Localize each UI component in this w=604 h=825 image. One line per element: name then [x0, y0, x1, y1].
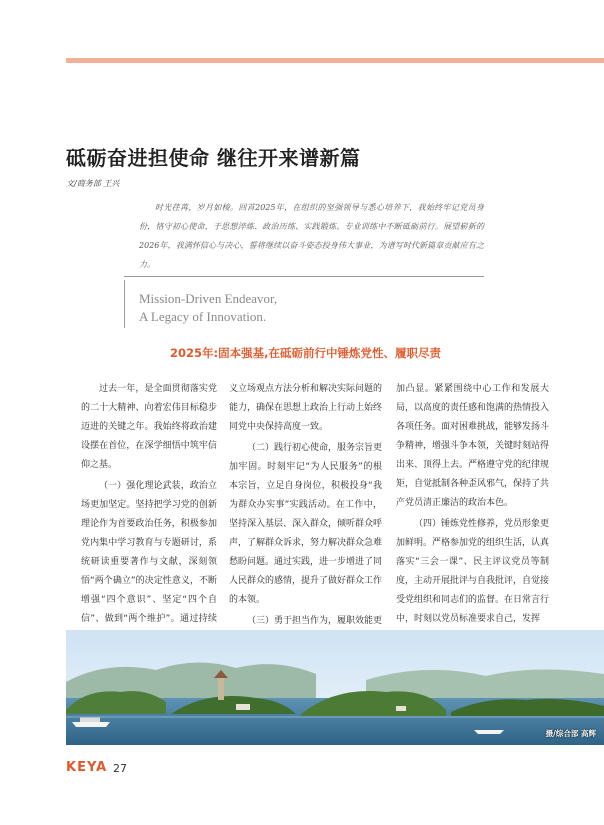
- magazine-logo: KEYA: [66, 760, 108, 775]
- article-intro: 时光荏苒，岁月如梭。回首2025年，在组织的坚强领导与悉心培养下，我始终牢记党员身份，恪守初心使命，于思想淬炼、政治历练、实践锻炼、专业训练中不断砥砺前行。展望崭新的2026年，我满怀信心与决心，誓将继续以奋斗姿态投身伟大事业，为谱写时代新篇章贡献应有之力。: [139, 203, 484, 269]
- english-title-line-2: A Legacy of Innovation.: [139, 309, 267, 324]
- top-accent-bar: [66, 58, 604, 63]
- text-column-3: [396, 380, 549, 629]
- english-title-block: [124, 280, 325, 328]
- paragraph: （四）锤炼党性修养，党员形象更加鲜明。严格参加党的组织生活，认真落实“三会一课”、民主评议党员等制度，主动开展批评与自我批评，自觉接受党组织和同志们的监督。在日常言行中，时刻以党员标准要求自己，发挥: [396, 519, 550, 624]
- lake-islands-photo: [66, 630, 604, 745]
- text-column-2: [229, 380, 382, 631]
- article-title: 砥砺奋进担使命 继往开来谱新篇: [66, 146, 361, 170]
- paragraph: 加凸显。紧紧围绕中心工作和发展大局，以高度的责任感和饱满的热情投入各项任务。面对困难挑战，能够发扬斗争精神，增强斗争本领，关键时刻站得出来、顶得上去。严格遵守党的纪律规矩，自觉抵制各种歪风邪气，保持了共产党员清正廉洁的政治本色。: [396, 384, 550, 508]
- paragraph: （三）勇于担当作为，履职效能更: [247, 616, 383, 626]
- paragraph: （一）强化理论武装，政治立场更加坚定。坚持把学习党的创新理论作为首要政治任务，积极参加党内集中学习教育与专题研讨，系统研读重要著作与文献，深刻领悟“两个确立”的决定性意义，不断增强“四个意识”、坚定“四个自信”、做到“两个维护”。通过持续: [81, 481, 217, 624]
- paragraph: 义立场观点方法分析和解决实际问题的能力，确保在思想上政治上行动上始终同党中央保持高度一致。: [229, 384, 383, 432]
- paragraph: 过去一年，是全面贯彻落实党的二十大精神、向着宏伟目标稳步迈进的关键之年。我始终将政治建设摆在首位，在深学细悟中筑牢信仰之基。: [81, 384, 217, 470]
- photo-credit: 摄/综合部 高辉: [545, 729, 596, 738]
- article-byline: 文/商务部 王兴: [66, 179, 120, 188]
- section-heading: 2025年:固本强基,在砥砺前行中锤炼党性、履职尽责: [170, 346, 441, 360]
- english-title-line-1: Mission-Driven Endeavor,: [139, 291, 278, 306]
- paragraph: （二）践行初心使命，服务宗旨更加牢固。时刻牢记“为人民服务”的根本宗旨，立足自身岗位，积极投身“我为群众办实事”实践活动。在工作中，坚持深入基层、深入群众，倾听群众呼声，了解群众诉求，努力解决群众急难愁盼问题。通过实践，进一步增进了同人民群众的感情，提升了做好群众工作的本领。: [229, 443, 383, 605]
- page-number: 27: [113, 762, 127, 775]
- intro-divider: [124, 276, 484, 277]
- lake-scene-illustration: [66, 630, 604, 745]
- text-column-1: [81, 380, 217, 667]
